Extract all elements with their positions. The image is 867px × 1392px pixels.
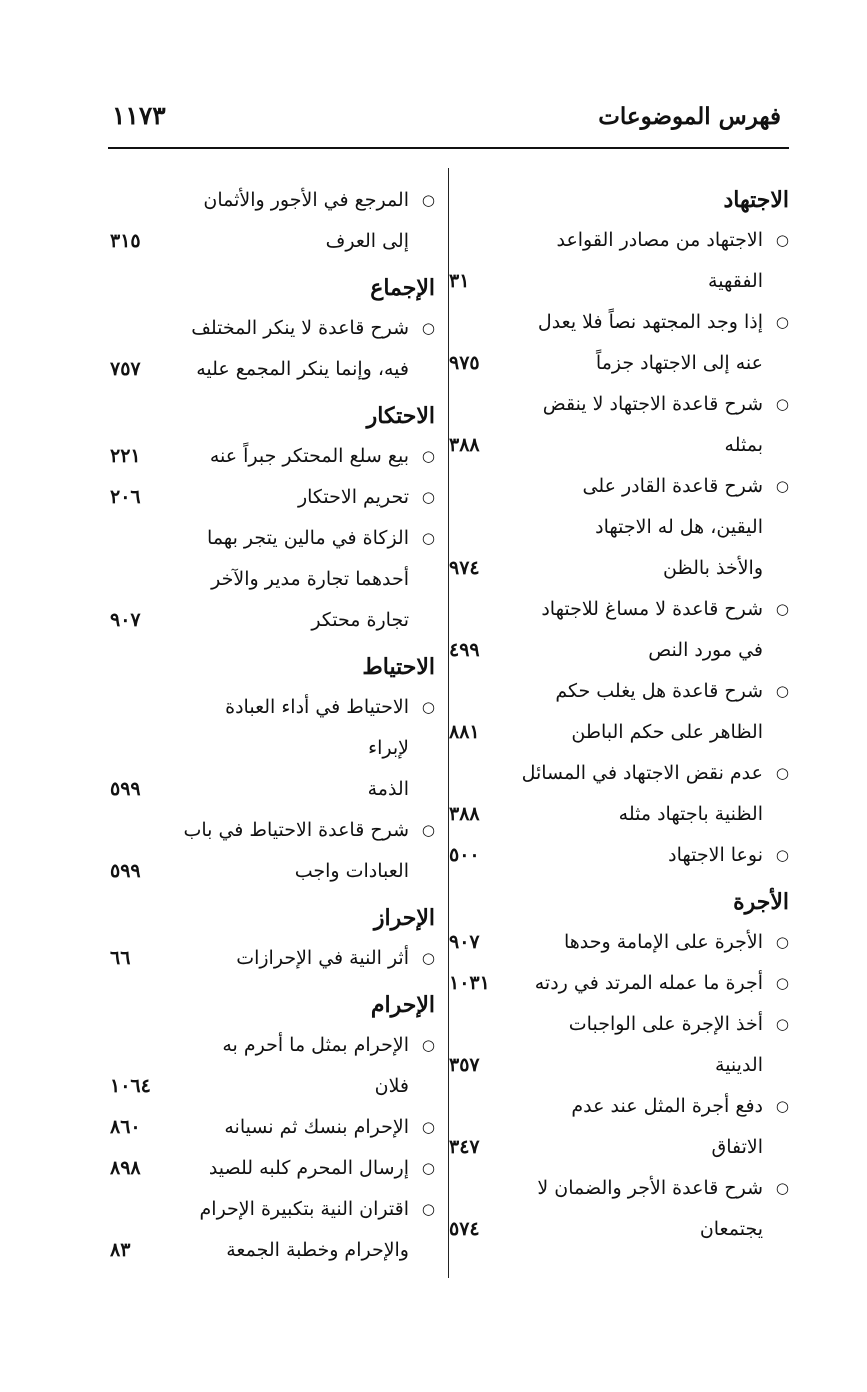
entry-text bbox=[449, 302, 789, 384]
entry-line: بيع سلع المحتكر جبراً عنه bbox=[209, 445, 409, 467]
circle-bullet-icon: ○ bbox=[775, 313, 789, 331]
entry-page-number: ٨٦٠ bbox=[110, 1116, 141, 1138]
index-entry bbox=[110, 938, 435, 979]
index-entry bbox=[110, 687, 435, 810]
circle-bullet-icon: ○ bbox=[421, 319, 435, 337]
entry-line: الظنية باجتهاد مثله bbox=[618, 803, 763, 825]
index-entry bbox=[449, 963, 789, 1004]
entry-page-number: ٥٧٤ bbox=[449, 1218, 480, 1240]
entry-text bbox=[449, 220, 789, 302]
entry-page-number: ٩٧٥ bbox=[449, 352, 480, 374]
entry-page-number: ٥٠٠ bbox=[449, 844, 480, 866]
section-heading: الاحتكار bbox=[366, 403, 435, 429]
circle-bullet-icon: ○ bbox=[421, 698, 435, 716]
entry-line: والإحرام وخطبة الجمعة bbox=[226, 1239, 409, 1261]
entry-page-number: ٥٩٩ bbox=[110, 778, 141, 800]
circle-bullet-icon: ○ bbox=[775, 974, 789, 992]
entry-line: أحدهما تجارة مدير والآخر bbox=[211, 568, 409, 590]
entry-line: نوعا الاجتهاد bbox=[668, 844, 763, 866]
entry-page-number: ٥٩٩ bbox=[110, 860, 141, 882]
entry-line: شرح قاعدة القادر على bbox=[582, 475, 763, 497]
entry-line: أثر النية في الإحرازات bbox=[236, 947, 409, 969]
entry-text bbox=[449, 1168, 789, 1250]
entry-line: الاحتياط في أداء العبادة لإبراء bbox=[225, 696, 409, 759]
entry-line: شرح قاعدة الاحتياط في باب bbox=[183, 819, 409, 841]
index-entry bbox=[110, 1025, 435, 1107]
entry-line: أخذ الإجرة على الواجبات bbox=[568, 1013, 763, 1035]
entry-text bbox=[110, 436, 435, 477]
circle-bullet-icon: ○ bbox=[775, 933, 789, 951]
entry-text bbox=[110, 938, 435, 979]
entry-page-number: ٣٥٧ bbox=[449, 1054, 480, 1076]
section-heading: الإحراز bbox=[373, 905, 435, 931]
header-rule bbox=[108, 147, 789, 149]
entry-text bbox=[449, 835, 789, 876]
circle-bullet-icon: ○ bbox=[775, 682, 789, 700]
entry-page-number: ٣٨٨ bbox=[449, 434, 480, 456]
circle-bullet-icon: ○ bbox=[775, 1097, 789, 1115]
index-entry bbox=[449, 671, 789, 753]
entry-page-number: ٢٠٦ bbox=[110, 486, 141, 508]
entry-line: الإحرام بنسك ثم نسيانه bbox=[224, 1116, 409, 1138]
entry-text bbox=[110, 180, 435, 262]
entry-text bbox=[449, 466, 789, 589]
circle-bullet-icon: ○ bbox=[421, 821, 435, 839]
index-entry bbox=[110, 436, 435, 477]
entry-text bbox=[449, 1086, 789, 1168]
entry-text bbox=[110, 1025, 435, 1107]
entry-page-number: ٣١ bbox=[449, 270, 470, 292]
index-column-left bbox=[110, 180, 435, 1271]
circle-bullet-icon: ○ bbox=[775, 764, 789, 782]
index-entry bbox=[449, 835, 789, 876]
index-entry bbox=[449, 1168, 789, 1250]
entry-page-number: ١٠٣١ bbox=[449, 972, 490, 994]
index-entry bbox=[449, 922, 789, 963]
entry-line: الزكاة في مالين يتجر بهما bbox=[207, 527, 409, 549]
circle-bullet-icon: ○ bbox=[421, 1200, 435, 1218]
entry-text bbox=[449, 922, 789, 963]
entry-page-number: ٩٠٧ bbox=[449, 931, 480, 953]
entry-page-number: ٨٨١ bbox=[449, 721, 480, 743]
entry-text bbox=[110, 810, 435, 892]
entry-page-number: ٤٩٩ bbox=[449, 639, 480, 661]
entry-text bbox=[110, 1107, 435, 1148]
entry-line: الاجتهاد من مصادر القواعد bbox=[556, 229, 763, 251]
entry-line: إرسال المحرم كلبه للصيد bbox=[208, 1157, 409, 1179]
circle-bullet-icon: ○ bbox=[775, 395, 789, 413]
running-title: فهرس الموضوعات bbox=[598, 103, 781, 130]
entry-page-number: ٩٧٤ bbox=[449, 557, 480, 579]
index-column-right bbox=[449, 180, 789, 1250]
entry-line: شرح قاعدة الاجتهاد لا ينقض bbox=[542, 393, 763, 415]
entry-page-number: ١٠٦٤ bbox=[110, 1075, 151, 1097]
entry-page-number: ٨٩٨ bbox=[110, 1157, 141, 1179]
circle-bullet-icon: ○ bbox=[421, 949, 435, 967]
entry-page-number: ٨٣ bbox=[110, 1239, 131, 1261]
circle-bullet-icon: ○ bbox=[421, 488, 435, 506]
index-entry bbox=[110, 180, 435, 262]
section-heading: الإحرام bbox=[370, 992, 435, 1018]
index-entry bbox=[449, 589, 789, 671]
entry-line: الإحرام بمثل ما أحرم به فلان bbox=[222, 1034, 409, 1097]
index-entry bbox=[110, 810, 435, 892]
entry-text bbox=[110, 477, 435, 518]
entry-line: اليقين، هل له الاجتهاد bbox=[595, 516, 763, 538]
entry-text bbox=[110, 687, 435, 810]
circle-bullet-icon: ○ bbox=[775, 846, 789, 864]
entry-line: والأخذ بالظن bbox=[663, 557, 763, 579]
entry-page-number: ٢٢١ bbox=[110, 445, 141, 467]
entry-line: العبادات واجب bbox=[294, 860, 409, 882]
index-entry bbox=[110, 1189, 435, 1271]
entry-line: الأجرة على الإمامة وحدها bbox=[563, 931, 763, 953]
circle-bullet-icon: ○ bbox=[775, 477, 789, 495]
circle-bullet-icon: ○ bbox=[775, 1179, 789, 1197]
section-heading: الأجرة bbox=[733, 889, 789, 915]
page-number: ١١٧٣ bbox=[112, 101, 166, 130]
index-entry bbox=[110, 1107, 435, 1148]
entry-line: فيه، وإنما ينكر المجمع عليه bbox=[196, 358, 409, 380]
index-entry bbox=[449, 753, 789, 835]
entry-line: بمثله bbox=[724, 434, 763, 456]
entry-line: يجتمعان bbox=[699, 1218, 763, 1240]
entry-line: الذمة bbox=[367, 778, 409, 800]
section-heading: الاحتياط bbox=[362, 654, 435, 680]
entry-line: الظاهر على حكم الباطن bbox=[571, 721, 763, 743]
circle-bullet-icon: ○ bbox=[421, 191, 435, 209]
entry-page-number: ٧٥٧ bbox=[110, 358, 141, 380]
index-entry bbox=[449, 1086, 789, 1168]
entry-text bbox=[449, 963, 789, 1004]
entry-page-number: ٣١٥ bbox=[110, 230, 141, 252]
index-entry bbox=[449, 220, 789, 302]
entry-text bbox=[110, 308, 435, 390]
entry-text bbox=[110, 1148, 435, 1189]
entry-page-number: ٣٤٧ bbox=[449, 1136, 480, 1158]
circle-bullet-icon: ○ bbox=[421, 1159, 435, 1177]
index-entry bbox=[110, 477, 435, 518]
entry-line: تحريم الاحتكار bbox=[297, 486, 409, 508]
entry-line: إذا وجد المجتهد نصاً فلا يعدل bbox=[537, 311, 763, 333]
entry-line: عنه إلى الاجتهاد جزماً bbox=[595, 352, 763, 374]
entry-text bbox=[449, 384, 789, 466]
section-heading: الإجماع bbox=[370, 275, 435, 301]
entry-line: دفع أجرة المثل عند عدم bbox=[571, 1095, 763, 1117]
index-entry bbox=[449, 384, 789, 466]
circle-bullet-icon: ○ bbox=[775, 600, 789, 618]
entry-line: المرجع في الأجور والأثمان bbox=[203, 189, 409, 211]
entry-line: اقتران النية بتكبيرة الإحرام bbox=[199, 1198, 409, 1220]
section-heading: الاجتهاد bbox=[723, 187, 789, 213]
index-entry bbox=[110, 308, 435, 390]
entry-line: تجارة محتكر bbox=[311, 609, 409, 631]
entry-line: شرح قاعدة الأجر والضمان لا bbox=[537, 1177, 763, 1199]
entry-line: شرح قاعدة لا ينكر المختلف bbox=[191, 317, 409, 339]
entry-line: شرح قاعدة هل يغلب حكم bbox=[555, 680, 763, 702]
entry-text bbox=[449, 671, 789, 753]
index-entry bbox=[110, 1148, 435, 1189]
index-entry bbox=[449, 1004, 789, 1086]
entry-text bbox=[449, 1004, 789, 1086]
entry-text bbox=[449, 589, 789, 671]
entry-page-number: ٦٦ bbox=[110, 947, 131, 969]
entry-text bbox=[110, 1189, 435, 1271]
index-entry bbox=[449, 302, 789, 384]
entry-page-number: ٩٠٧ bbox=[110, 609, 141, 631]
entry-line: الاتفاق bbox=[711, 1136, 763, 1158]
entry-text bbox=[449, 753, 789, 835]
circle-bullet-icon: ○ bbox=[421, 447, 435, 465]
circle-bullet-icon: ○ bbox=[421, 529, 435, 547]
index-entry bbox=[449, 466, 789, 589]
circle-bullet-icon: ○ bbox=[775, 1015, 789, 1033]
entry-line: الدينية bbox=[715, 1054, 763, 1076]
entry-line: إلى العرف bbox=[325, 230, 409, 252]
entry-line: أجرة ما عمله المرتد في ردته bbox=[534, 972, 763, 994]
entry-line: شرح قاعدة لا مساغ للاجتهاد bbox=[541, 598, 763, 620]
entry-page-number: ٣٨٨ bbox=[449, 803, 480, 825]
entry-line: في مورد النص bbox=[648, 639, 763, 661]
entry-text bbox=[110, 518, 435, 641]
circle-bullet-icon: ○ bbox=[775, 231, 789, 249]
entry-line: عدم نقض الاجتهاد في المسائل bbox=[521, 762, 763, 784]
circle-bullet-icon: ○ bbox=[421, 1118, 435, 1136]
index-entry bbox=[110, 518, 435, 641]
entry-line: الفقهية bbox=[708, 270, 763, 292]
circle-bullet-icon: ○ bbox=[421, 1036, 435, 1054]
